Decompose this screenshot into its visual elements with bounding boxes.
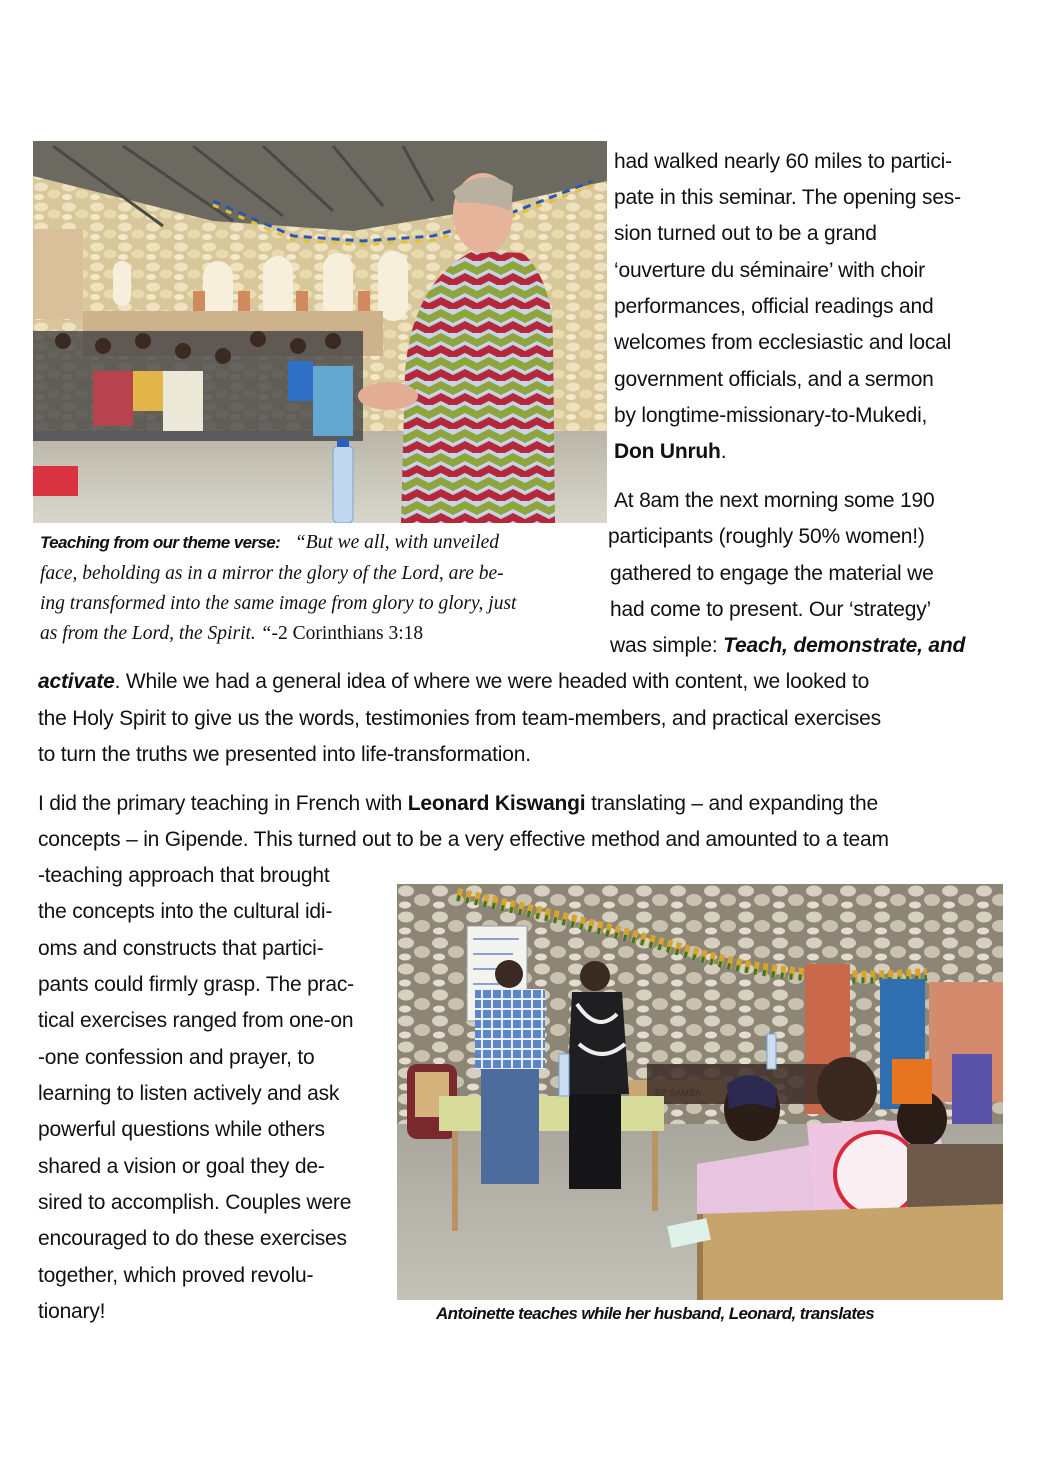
body-text-line: welcomes from ecclesiastic and local: [614, 331, 952, 354]
body-text-line: powerful questions while others: [38, 1118, 325, 1141]
strategy-emphasis-activate: activate: [38, 670, 115, 693]
body-text: was simple:: [610, 634, 724, 657]
body-text-line: sion turned out to be a grand: [614, 222, 877, 245]
photo1-caption-line-4: [40, 622, 423, 646]
photo1-caption-line-3: ing transformed into the same image from glory to glory, just: [40, 593, 517, 614]
photo-teaching-seminar-image: [33, 141, 607, 523]
body-text-line: the concepts into the cultural idi-: [38, 900, 333, 923]
body-text-line: pate in this seminar. The opening ses-: [614, 186, 961, 209]
body-text-line: the Holy Spirit to give us the words, testimonies from team-members, and practical exercises: [38, 707, 881, 730]
body-text-line: concepts – in Gipende. This turned out to be a very effective method and amounted to a team: [38, 828, 889, 851]
body-text-line: [610, 633, 965, 659]
caption-lead: Teaching from our theme verse:: [40, 533, 281, 552]
body-text-line: [38, 791, 878, 817]
photo1-caption-line-2: face, beholding as in a mirror the glory of the Lord, are be-: [40, 563, 504, 584]
strategy-emphasis: Teach, demonstrate, and: [723, 634, 966, 657]
body-text-line: participants (roughly 50% women!): [608, 525, 925, 548]
photo1-caption-line-1: [40, 531, 499, 555]
caption-quote-end: as from the Lord, the Spirit. “: [40, 623, 272, 644]
scripture-reference: -2 Corinthians 3:18: [271, 623, 424, 644]
body-text-line: to turn the truths we presented into life-transformation.: [38, 743, 531, 766]
body-text-line: encouraged to do these exercises: [38, 1227, 347, 1250]
body-text-line: ‘ouverture du séminaire’ with choir: [614, 259, 925, 282]
photo-teaching-seminar: [33, 141, 607, 523]
body-text-line: sired to accomplish. Couples were: [38, 1191, 352, 1214]
body-text-line: -one confession and prayer, to: [38, 1046, 315, 1069]
body-text: I did the primary teaching in French with: [38, 792, 408, 815]
body-text-line: together, which proved revolu-: [38, 1264, 314, 1287]
photo-antoinette-leonard-image: [397, 884, 1003, 1300]
body-text-line: oms and constructs that partici-: [38, 937, 324, 960]
body-text-line: tical exercises ranged from one-on: [38, 1009, 354, 1032]
body-text-line: tionary!: [38, 1300, 106, 1323]
caption-quote: “But we all, with unveiled: [294, 532, 500, 553]
body-text-line: [614, 439, 726, 465]
punctuation: .: [720, 440, 727, 463]
body-text-line: At 8am the next morning some 190: [614, 489, 935, 512]
body-text-line: -teaching approach that brought: [38, 864, 330, 887]
body-text-line: pants could firmly grasp. The prac-: [38, 973, 354, 996]
body-text-line: [38, 669, 869, 695]
body-text-line: performances, official readings and: [614, 295, 934, 318]
body-text-line: government officials, and a sermon: [614, 368, 934, 391]
body-text-line: by longtime-missionary-to-Mukedi,: [614, 404, 928, 427]
body-text-line: learning to listen actively and ask: [38, 1082, 340, 1105]
photo2-caption: Antoinette teaches while her husband, Leonard, translates: [436, 1304, 875, 1323]
body-text-line: had come to present. Our ‘strategy’: [610, 598, 931, 621]
body-text: translating – and expanding the: [585, 792, 878, 815]
body-text-line: had walked nearly 60 miles to partici-: [614, 150, 952, 173]
body-text-line: shared a vision or goal they de-: [38, 1155, 325, 1178]
person-name-leonard-kiswangi: Leonard Kiswangi: [407, 792, 586, 815]
body-text: . While we had a general idea of where we were headed with content, we looked to: [114, 670, 870, 693]
photo-antoinette-leonard: [397, 884, 1003, 1300]
person-name-don-unruh: Don Unruh: [614, 440, 721, 463]
body-text-line: gathered to engage the material we: [610, 562, 934, 585]
